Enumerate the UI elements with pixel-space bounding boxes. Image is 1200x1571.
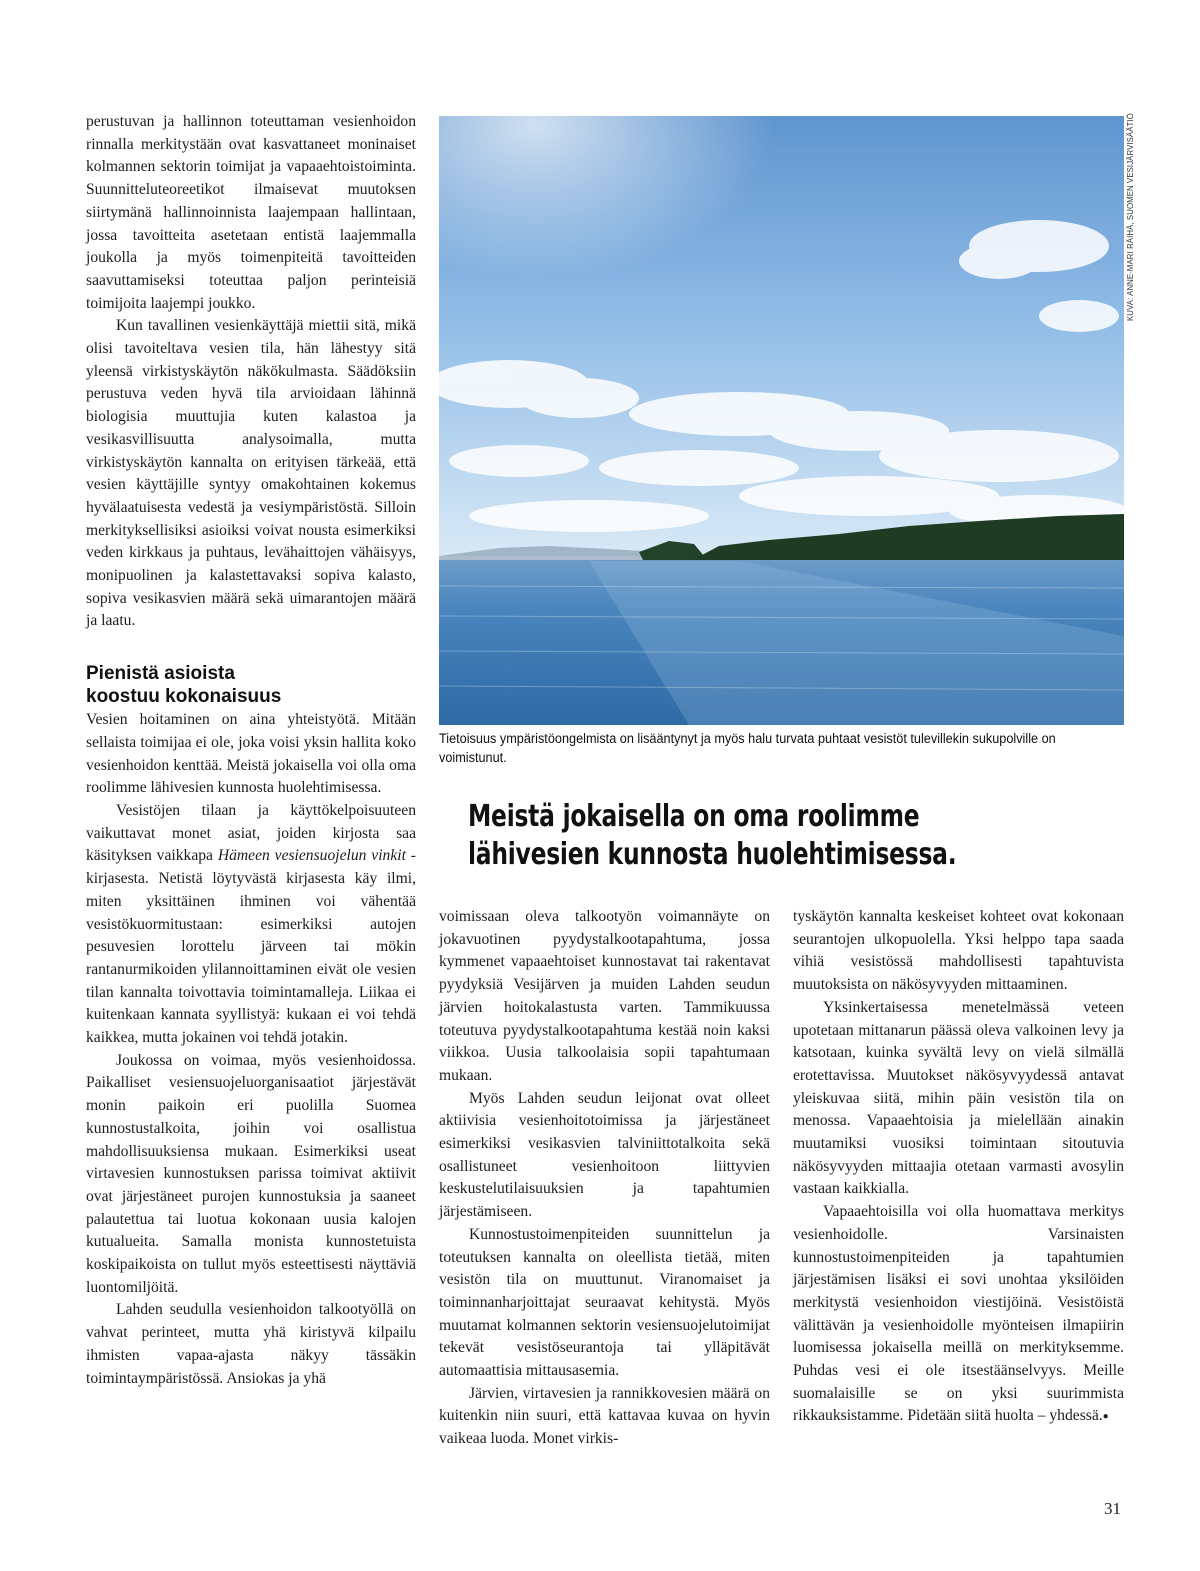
right-text-column xyxy=(793,906,1124,1429)
section-heading-line-1: Pienistä asioista xyxy=(86,663,235,685)
middle-text-column xyxy=(439,906,770,1451)
paragraph: Myös Lahden seudun leijonat ovat olleet aktiivisia vesienhoitotoimissa ja järjestäneet esimerkiksi vesikasvien talviniittotalkoita sekä osallistuneet vesienhoitoon liittyvien keskustelutilaisuuksien ja tapahtumien järjestämiseen. xyxy=(439,1089,770,1221)
photo-caption: Tietoisuus ympäristöongelmista on lisääntynyt ja myös halu turvata puhtaat vesistöt tulevillekin sukupolville on voimistunut. xyxy=(439,731,1056,765)
section-heading xyxy=(86,663,416,708)
photo-credit: KUVA: ANNE-MARI RÄIHÄ, SUOMEN VESIJÄRVISÄÄTIÖ xyxy=(1126,113,1135,321)
paragraph: Joukossa on voimaa, myös vesienhoidossa. Paikalliset vesiensuojeluorganisaatiot järjestävät monin paikoin eri puolilla Suomea kunnostustalkoita, joihin voi osallistua mahdollisuuksiensa mukaan. Esimerkiksi useat virtavesien kunnostuksen parissa toimivat aktiivit ovat järjestäneet purojen kunnostuksia ja saaneet palautettua tai luotua kokonaan uusia kalojen kutualueita. Samalla monista kunnostetuista koskipaikoista on tullut myös esteettisesti näyttäviä luontomiljöitä. xyxy=(86,1051,416,1296)
paragraph: voimissaan oleva talkootyön voimannäyte on jokavuotinen pyydystalkootapahtuma, jossa kymmenet vapaaehtoiset kunnostavat tai rakentavat pyydyksiä Vesijärven ja muiden Lahden seudun järvien hoitokalastusta varten. Tammikuussa toteutuva pyydystalkootapahtuma kestää noin kaksi viikkoa. Uusia talkoolaisia sopii tapahtumaan mukaan. xyxy=(439,908,770,1084)
paragraph: Järvien, virtavesien ja rannikkovesien määrä on kuitenkin niin suuri, että kattavaa kuvaa on hyvin vaikeaa luoda. Monet virkis- xyxy=(439,1384,770,1448)
lake-photo xyxy=(439,116,1124,725)
section-heading-line-2: koostuu kokonaisuus xyxy=(86,685,282,707)
paragraph: Vesien hoitaminen on aina yhteistyötä. Mitään sellaista toimijaa ei ole, joka voisi yksin hallita koko vesienhoidon kenttää. Meistä jokaisella voi olla oma roolimme lähivesien kunnosta huolehtimisessa. xyxy=(86,711,416,797)
paragraph: tyskäytön kannalta keskeiset kohteet ovat kokonaan seurantojen ulkopuolella. Yksi helppo tapa saada vihiä vesistössä mahdollisesti tapahtuvista muutoksista on näkösyvyyden mittaaminen. xyxy=(793,908,1124,994)
book-title: Hämeen vesiensuojelun vinkit xyxy=(217,847,406,865)
paragraph: Yksinkertaisessa menetelmässä veteen upotetaan mittanarun päässä oleva valkoinen levy ja katsotaan, kuinka syvältä levy on vielä silmällä erotettavissa. Muutokset näkösyvyydessä antavat yleiskuvaa siitä, mihin päin vesistön tila on menossa. Vapaaehtoisia ja mielellään ainakin muutamiksi vuosiksi toimintaan sitoutuvia näkösyvyyden mittaajia otetaan varmasti avosylin vastaan kaikkialla. xyxy=(793,998,1124,1198)
paragraph: Lahden seudulla vesienhoidon talkootyöllä on vahvat perinteet, mutta yhä kiristyvä kilpailu ihmisten vapaa-ajasta näkyy tässäkin toimintaympäristössä. Ansiokas ja yhä xyxy=(86,1301,416,1387)
pull-quote-line-2: lähivesien kunnosta huolehtimisessa. xyxy=(468,837,957,872)
paragraph xyxy=(793,1201,1124,1429)
paragraph-text: Vapaaehtoisilla voi olla huomattava merkitys vesienhoidolle. Varsinaisten kunnostustoimenpiteiden ja tapahtumien järjestämisen lisäksi ei sovi unohtaa yksilöiden merkitystä vesienhoidon viestijöinä. Vesistöistä välittävän ja vesienhoidolle myönteisen ilmapiirin luomisessa jokaisella meillä on merkityksemme. Puhdas vesi ei ole itsestäänselvyys. Meille suomalaisille se on yksi suurimmista rikkauksistamme. Pidetään siitä huolta – yhdessä. xyxy=(793,1203,1124,1425)
paragraph-text: -kirjasesta. Netistä löytyvästä kirjasesta käy ilmi, miten yksittäinen ihminen voi vähentää vesistökuormitustaan: esimerkiksi autojen pesuvesien lorottelu järveen tai mökin rantanurmikoiden ylilannoittaminen eivät ole vesien tilan kannalta toivottavia toimintamalleja. Liikaa ei kuitenkaan kannata syyllistyä: kukaan ei voi tehdä kaikkea, mutta jokainen voi tehdä jotakin. xyxy=(86,847,416,1047)
paragraph: Kun tavallinen vesienkäyttäjä miettii sitä, mikä olisi tavoiteltava vesien tila, hän lähestyy sitä yleensä virkistyskäytön näkökulmasta. Säädöksiin perustuva veden hyvä tila arvioidaan lähinnä biologisia muuttujia kuten kalastoa ja vesikasvillisuutta analysoimalla, mutta virkistyskäytön kannalta on erityisen tärkeää, että vesien käyttäjille syntyy omakohtainen kokemus hyvälaatuisesta vedestä ja vesiympäristöstä. Silloin merkityksellisiksi asioiksi voivat nousta esimerkiksi veden kirkkaus ja puhtaus, levähaittojen vähäisyys, monipuolinen ja kalastettavaksi sopiva kalasto, sopiva vesikasvien määrä sekä uimarantojen määrä ja laatu. xyxy=(86,317,416,630)
left-text-column xyxy=(86,111,416,1390)
paragraph: perustuvan ja hallinnon toteuttaman vesienhoidon rinnalla merkitystään ovat kasvattaneet moninaiset kolmannen sektorin toimijat ja vapaaehtoistoiminta. Suunnitteluteoreetikot ilmaisevat muutoksen siirtymänä hallinnoinnista laajempaan hallintaan, jossa tavoitteita asetetaan entistä laajemmalla joukolla ja myös toimenpiteitä tavoitteiden saavuttamiseksi toteuttaa paljon perinteisiä toimijoita laajempi joukko. xyxy=(86,113,416,312)
pull-quote-line-1: Meistä jokaisella on oma roolimme xyxy=(468,799,920,834)
pull-quote xyxy=(468,798,1014,874)
paragraph xyxy=(86,800,416,1050)
paragraph-text: Vesistöjen tilaan ja käyttökelpoisuuteen vaikuttavat monet asiat, joiden kirjosta saa käsityksen vaikkapa xyxy=(86,801,416,865)
paragraph: Kunnostustoimenpiteiden suunnittelun ja toteutuksen kannalta on oleellista tietää, miten vesistön tila on muuttunut. Viranomaiset ja toiminnanharjoittajat seuraavat kehitystä. Myös muutamat kolmannen sektorin vesiensuojelutoimijat tekevät vesistöseurantoja tai ylläpitävät automaattisia mittausasemia. xyxy=(439,1225,770,1380)
page-number: 31 xyxy=(1104,1499,1121,1518)
end-mark-icon: ● xyxy=(1102,1411,1109,1423)
